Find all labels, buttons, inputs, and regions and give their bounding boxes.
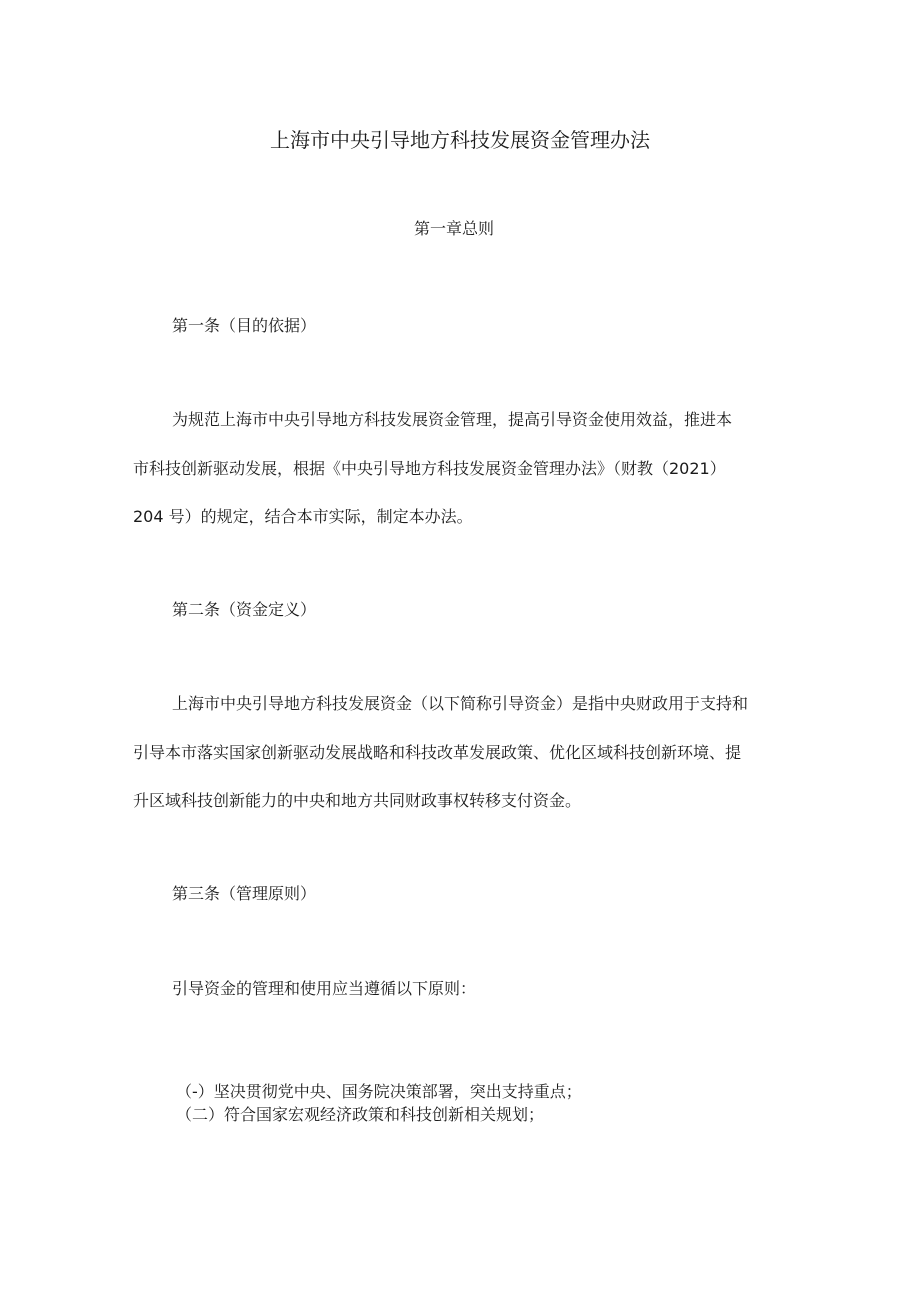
document-title: 上海市中央引导地方科技发展资金管理办法: [270, 128, 650, 152]
article-2-line-1: 上海市中央引导地方科技发展资金（以下简称引导资金）是指中央财政用于支持和: [172, 694, 749, 713]
article-2-line-2: 引导本市落实国家创新驱动发展战略和科技改革发展政策、优化区域科技创新环境、提: [133, 743, 742, 762]
article-3-item-2: （二）符合国家宏观经济政策和科技创新相关规划；: [176, 1105, 545, 1124]
article-1-line-3: 204 号）的规定，结合本市实际，制定本办法。: [133, 507, 473, 526]
article-3-heading: 第三条（管理原则）: [172, 884, 317, 903]
article-3-intro: 引导资金的管理和使用应当遵循以下原则：: [172, 979, 477, 998]
chapter-heading: 第一章总则: [413, 219, 494, 238]
article-3-item-1: （-）坚决贯彻党中央、国务院决策部署，突出支持重点；: [176, 1082, 582, 1101]
article-1-heading: 第一条（目的依据）: [172, 316, 317, 335]
article-1-line-2: 市科技创新驱动发展，根据《中央引导地方科技发展资金管理办法》（财教（2021）: [133, 459, 726, 478]
article-2-heading: 第二条（资金定义）: [172, 600, 317, 619]
article-2-line-3: 升区域科技创新能力的中央和地方共同财政事权转移支付资金。: [133, 791, 582, 810]
article-1-line-1: 为规范上海市中央引导地方科技发展资金管理，提高引导资金使用效益，推进本: [172, 410, 733, 429]
